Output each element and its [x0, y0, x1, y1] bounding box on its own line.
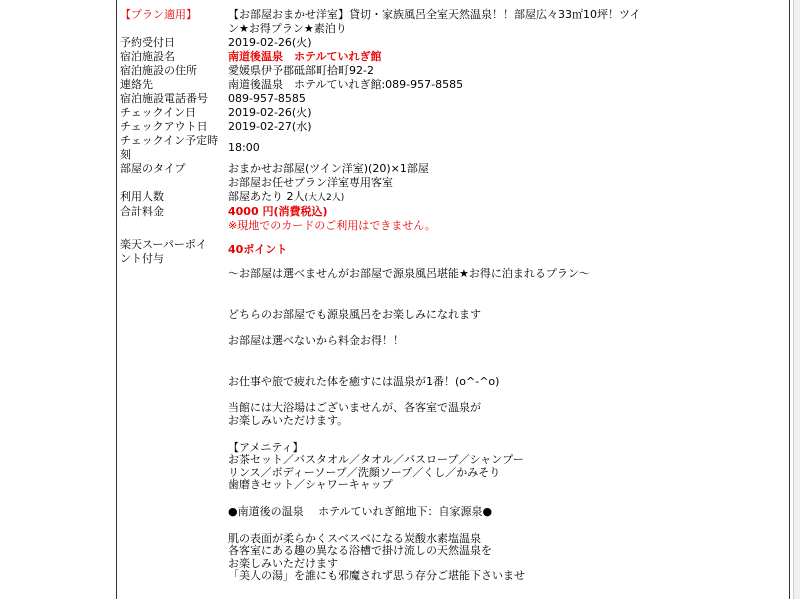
guests-value	[228, 190, 678, 205]
room-type-line1: おまかせお部屋(ツイン洋室)(20)×1部屋	[228, 162, 429, 175]
description-line: 肌の表面が柔らかくスベスベになる炭酸水素塩温泉	[228, 531, 481, 545]
scrollbar[interactable]	[793, 0, 800, 599]
row-phone	[120, 92, 680, 106]
row-address	[120, 64, 680, 78]
checkin-time-label-line2: 刻	[120, 148, 131, 161]
points-amount: 40ポイント	[228, 243, 288, 256]
checkin-date-value: 2019-02-26(火)	[228, 106, 312, 119]
row-points	[120, 238, 680, 266]
plan-name-line1: 【お部屋おまかせ洋室】貸切・家族風呂全室天然温泉！！部屋広々33㎡10坪！ツイ	[228, 8, 641, 21]
address-label: 宿泊施設の住所	[120, 64, 197, 77]
description-gap	[228, 492, 678, 506]
description-line: 「美人の湯」を誰にも邪魔されず思う存分ご堪能下さいませ	[228, 569, 525, 583]
points-value	[228, 238, 678, 266]
description-gap	[228, 348, 678, 362]
description-line: どちらのお部屋でも源泉風呂をお楽しみになれます	[228, 307, 481, 321]
guests-breakdown: (大人2人)	[304, 193, 345, 203]
reservation-table	[120, 8, 680, 583]
description-line: お楽しみいただけます。	[228, 413, 349, 427]
description-gap	[228, 281, 678, 295]
checkin-time-value: 18:00	[228, 141, 260, 154]
row-facility-name	[120, 50, 680, 64]
plan-label: 【プラン適用】	[120, 8, 197, 21]
contact-label: 連絡先	[120, 78, 153, 91]
facility-name-value: 南道後温泉 ホテルていれぎ館	[228, 50, 382, 63]
description-line: 各客室にある趣の異なる浴槽で掛け流しの天然温泉を	[228, 544, 492, 558]
checkin-time-label	[120, 134, 228, 162]
phone-label: 宿泊施設電話番号	[120, 92, 208, 105]
description-line: お仕事や旅で疲れた体を癒すには温泉が1番！(o^-^o)	[228, 374, 500, 388]
row-room-type	[120, 162, 680, 190]
description-line: リンス／ボディーソープ／洗顔ソープ／くし／かみそり	[228, 465, 501, 479]
room-type-label: 部屋のタイプ	[120, 162, 186, 175]
room-type-value	[228, 162, 678, 190]
facility-name-label: 宿泊施設名	[120, 50, 175, 63]
points-label-line2: ント付与	[120, 252, 164, 265]
checkout-date-label: チェックアウト日	[120, 120, 208, 133]
row-total	[120, 205, 680, 233]
row-reception-date	[120, 36, 680, 50]
guests-count: 部屋あたり 2人	[228, 190, 305, 203]
description-line: 【アメニティ】	[228, 440, 304, 454]
row-checkin-time	[120, 134, 680, 162]
description-gap	[228, 428, 678, 442]
row-checkout-date	[120, 120, 680, 134]
description-line: お楽しみいただけます	[228, 556, 338, 570]
row-plan	[120, 8, 680, 36]
address-value: 愛媛県伊予郡砥部町拾町92-2	[228, 64, 374, 77]
room-type-line2: お部屋お任せプラン洋室専用客室	[228, 176, 393, 189]
total-price: 4000 円(消費税込)	[228, 205, 328, 218]
description-spacer	[120, 266, 228, 583]
card-notice: ※現地でのカードのご利用はできません。	[228, 219, 436, 232]
description-gap	[228, 295, 678, 309]
row-checkin-date	[120, 106, 680, 120]
row-guests	[120, 190, 680, 205]
description-gap	[228, 519, 678, 533]
phone-value: 089-957-8585	[228, 92, 306, 105]
contact-value: 南道後温泉 ホテルていれぎ館:089-957-8585	[228, 78, 464, 91]
points-label	[120, 238, 228, 266]
description-line: 歯磨きセット／シャワーキャップ	[228, 478, 393, 492]
row-contact	[120, 78, 680, 92]
plan-name-line2: ン★お得プラン★素泊り	[228, 22, 347, 35]
plan-description	[228, 268, 678, 583]
description-gap	[228, 362, 678, 376]
checkout-date-value: 2019-02-27(水)	[228, 120, 312, 133]
description-line: お部屋は選べないから料金お得！！	[228, 334, 404, 348]
total-label: 合計料金	[120, 205, 164, 218]
description-line: ～お部屋は選べませんがお部屋で源泉風呂堪能★お得に泊まれるプラン～	[228, 267, 590, 280]
checkin-date-label: チェックイン日	[120, 106, 197, 119]
checkin-time-label-line1: チェックイン予定時	[120, 134, 219, 147]
row-description	[120, 266, 680, 583]
description-line: 当館には大浴場はございませんが、各客室で温泉が	[228, 401, 481, 415]
description-line: お茶セット／バスタオル／タオル／バスローブ／シャンプー	[228, 453, 524, 467]
points-label-line1: 楽天スーパーポイ	[120, 238, 207, 251]
reception-date-label: 予約受付日	[120, 36, 175, 49]
description-line: ●南道後の温泉 ホテルていれぎ館地下：自家源泉●	[228, 504, 493, 518]
guests-label: 利用人数	[120, 190, 164, 203]
plan-name	[228, 8, 678, 36]
total-value	[228, 205, 678, 233]
reception-date-value: 2019-02-26(火)	[228, 36, 312, 49]
